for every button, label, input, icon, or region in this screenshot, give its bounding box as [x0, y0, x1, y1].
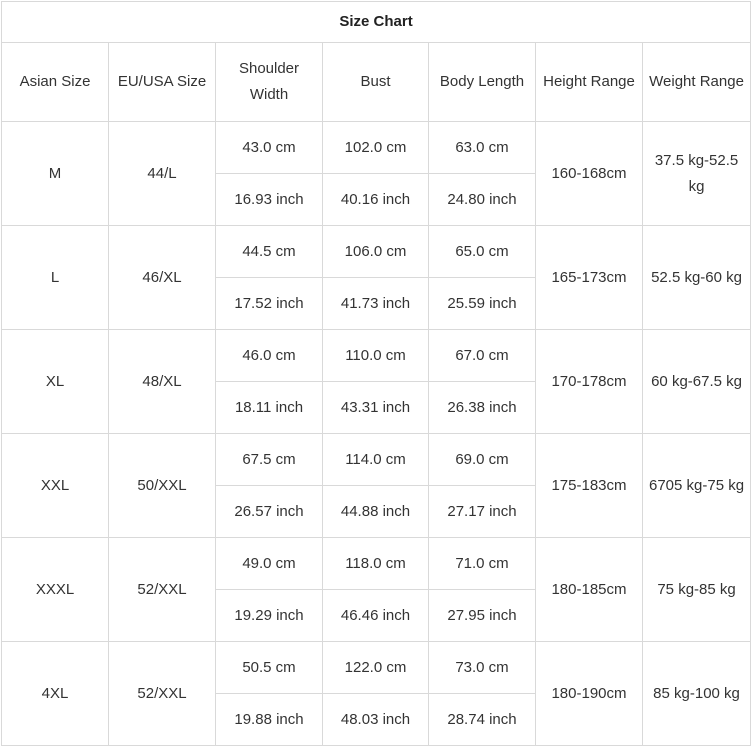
cell-bust-cm: 102.0 cm [323, 122, 429, 174]
cell-height-range: 170-178cm [536, 330, 643, 434]
chart-title: Size Chart [2, 2, 751, 43]
cell-height-range: 175-183cm [536, 434, 643, 538]
cell-height-range: 165-173cm [536, 226, 643, 330]
header-shoulder-width-label: Shoulder Width [238, 60, 300, 103]
cell-shoulder-inch: 16.93 inch [216, 174, 323, 226]
cell-bust-cm: 106.0 cm [323, 226, 429, 278]
cell-bust-inch: 40.16 inch [323, 174, 429, 226]
cell-height-range: 180-185cm [536, 538, 643, 642]
cell-shoulder-inch: 18.11 inch [216, 382, 323, 434]
cell-shoulder-cm: 49.0 cm [216, 538, 323, 590]
cell-bust-cm: 114.0 cm [323, 434, 429, 486]
cell-bust-inch: 44.88 inch [323, 486, 429, 538]
cell-weight-range-text: 85 kg-100 kg [653, 684, 740, 702]
cell-bust-inch: 48.03 inch [323, 694, 429, 746]
cell-weight-range [643, 226, 751, 330]
cell-weight-range [643, 642, 751, 746]
cell-eu-usa-size: 44/L [109, 122, 216, 226]
cell-weight-range [643, 122, 751, 226]
cell-asian-size: L [2, 226, 109, 330]
table-row [2, 330, 751, 382]
cell-weight-range [643, 434, 751, 538]
header-shoulder-width [216, 43, 323, 122]
cell-bust-inch: 41.73 inch [323, 278, 429, 330]
cell-length-cm: 69.0 cm [429, 434, 536, 486]
cell-bust-inch: 46.46 inch [323, 590, 429, 642]
cell-weight-range [643, 538, 751, 642]
cell-bust-cm: 118.0 cm [323, 538, 429, 590]
cell-height-range: 180-190cm [536, 642, 643, 746]
table-row [2, 226, 751, 278]
cell-shoulder-cm: 67.5 cm [216, 434, 323, 486]
cell-shoulder-cm: 43.0 cm [216, 122, 323, 174]
cell-eu-usa-size: 52/XXL [109, 642, 216, 746]
table-row [2, 642, 751, 694]
cell-asian-size: XXXL [2, 538, 109, 642]
size-chart-table [1, 1, 751, 746]
cell-length-inch: 24.80 inch [429, 174, 536, 226]
cell-length-cm: 67.0 cm [429, 330, 536, 382]
table-row [2, 434, 751, 486]
cell-length-inch: 25.59 inch [429, 278, 536, 330]
cell-length-inch: 28.74 inch [429, 694, 536, 746]
cell-shoulder-cm: 46.0 cm [216, 330, 323, 382]
header-height-range: Height Range [536, 43, 643, 122]
cell-asian-size: XL [2, 330, 109, 434]
cell-weight-range [643, 330, 751, 434]
cell-shoulder-inch: 19.29 inch [216, 590, 323, 642]
cell-eu-usa-size: 48/XL [109, 330, 216, 434]
cell-weight-range-text: 75 kg-85 kg [657, 580, 736, 598]
cell-length-inch: 27.95 inch [429, 590, 536, 642]
header-body-length: Body Length [429, 43, 536, 122]
header-bust: Bust [323, 43, 429, 122]
cell-eu-usa-size: 50/XXL [109, 434, 216, 538]
cell-eu-usa-size: 46/XL [109, 226, 216, 330]
cell-length-cm: 65.0 cm [429, 226, 536, 278]
cell-length-cm: 73.0 cm [429, 642, 536, 694]
cell-height-range: 160-168cm [536, 122, 643, 226]
cell-bust-cm: 110.0 cm [323, 330, 429, 382]
cell-weight-range-text: 6705 kg-75 kg [649, 476, 745, 494]
header-row [2, 43, 751, 122]
cell-eu-usa-size: 52/XXL [109, 538, 216, 642]
cell-bust-cm: 122.0 cm [323, 642, 429, 694]
cell-length-inch: 26.38 inch [429, 382, 536, 434]
table-row [2, 538, 751, 590]
cell-weight-range-text: 60 kg-67.5 kg [651, 372, 742, 390]
header-asian-size: Asian Size [2, 43, 109, 122]
table-row [2, 122, 751, 174]
header-eu-usa-size: EU/USA Size [109, 43, 216, 122]
cell-weight-range-text: 37.5 kg-52.5 kg [654, 151, 739, 195]
cell-shoulder-cm: 44.5 cm [216, 226, 323, 278]
cell-bust-inch: 43.31 inch [323, 382, 429, 434]
cell-shoulder-inch: 26.57 inch [216, 486, 323, 538]
cell-shoulder-inch: 17.52 inch [216, 278, 323, 330]
cell-asian-size: 4XL [2, 642, 109, 746]
cell-asian-size: M [2, 122, 109, 226]
cell-shoulder-inch: 19.88 inch [216, 694, 323, 746]
header-weight-range: Weight Range [643, 43, 751, 122]
cell-weight-range-text: 52.5 kg-60 kg [651, 268, 742, 286]
cell-length-inch: 27.17 inch [429, 486, 536, 538]
cell-length-cm: 63.0 cm [429, 122, 536, 174]
cell-asian-size: XXL [2, 434, 109, 538]
cell-shoulder-cm: 50.5 cm [216, 642, 323, 694]
cell-length-cm: 71.0 cm [429, 538, 536, 590]
